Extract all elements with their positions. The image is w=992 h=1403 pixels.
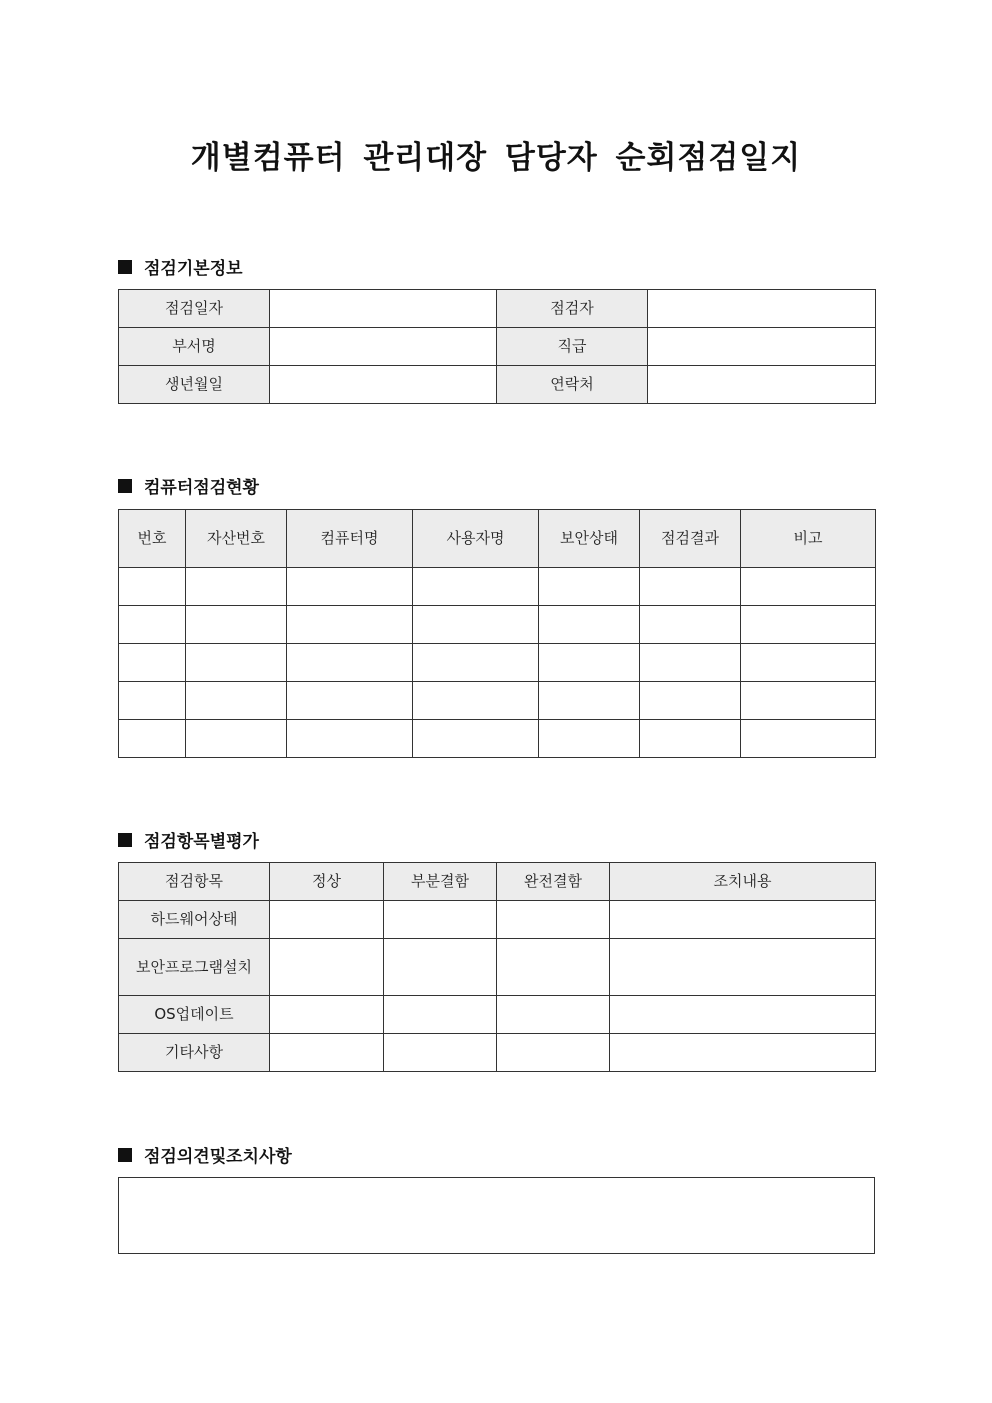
- section-evaluation-label: 점검항목별평가: [144, 832, 259, 852]
- table-cell[interactable]: [539, 720, 640, 758]
- table-cell[interactable]: [539, 568, 640, 606]
- table-cell[interactable]: [640, 682, 741, 720]
- complete-defect-cell[interactable]: [497, 1034, 610, 1072]
- contact-field[interactable]: [648, 366, 876, 404]
- table-cell[interactable]: [741, 682, 876, 720]
- basic-info-row: [119, 328, 876, 366]
- partial-defect-cell[interactable]: [384, 1034, 497, 1072]
- section-status-heading: [118, 473, 259, 498]
- table-cell[interactable]: [119, 644, 186, 682]
- department-field[interactable]: [270, 328, 497, 366]
- table-cell[interactable]: [186, 644, 287, 682]
- col-header-action: 조치내용: [610, 863, 876, 901]
- square-bullet-icon: [118, 260, 132, 274]
- table-cell[interactable]: [186, 682, 287, 720]
- inspection-date-label: 점검일자: [119, 290, 270, 328]
- evaluation-header-row: [119, 863, 876, 901]
- table-cell[interactable]: [539, 644, 640, 682]
- item-other-label: 기타사항: [119, 1034, 270, 1072]
- col-header-number: 번호: [119, 510, 186, 568]
- col-header-item: 점검항목: [119, 863, 270, 901]
- basic-info-row: [119, 366, 876, 404]
- table-cell[interactable]: [186, 720, 287, 758]
- birthdate-field[interactable]: [270, 366, 497, 404]
- table-cell[interactable]: [287, 682, 413, 720]
- table-row: [119, 568, 876, 606]
- inspector-label: 점검자: [497, 290, 648, 328]
- complete-defect-cell[interactable]: [497, 939, 610, 996]
- action-cell[interactable]: [610, 996, 876, 1034]
- square-bullet-icon: [118, 479, 132, 493]
- table-cell[interactable]: [119, 568, 186, 606]
- col-header-remarks: 비고: [741, 510, 876, 568]
- col-header-user-name: 사용자명: [413, 510, 539, 568]
- table-row: [119, 682, 876, 720]
- section-opinion-heading: [118, 1142, 292, 1167]
- table-row: [119, 644, 876, 682]
- table-cell[interactable]: [640, 720, 741, 758]
- section-basic-label: 점검기본정보: [144, 259, 243, 279]
- table-cell[interactable]: [539, 606, 640, 644]
- basic-info-table: [118, 289, 876, 404]
- contact-label: 연락처: [497, 366, 648, 404]
- complete-defect-cell[interactable]: [497, 901, 610, 939]
- position-label: 직급: [497, 328, 648, 366]
- table-cell[interactable]: [413, 644, 539, 682]
- section-status-label: 컴퓨터점검현황: [144, 478, 259, 498]
- table-cell[interactable]: [741, 644, 876, 682]
- table-cell[interactable]: [287, 644, 413, 682]
- table-cell[interactable]: [741, 606, 876, 644]
- square-bullet-icon: [118, 833, 132, 847]
- table-cell[interactable]: [413, 682, 539, 720]
- table-row: [119, 720, 876, 758]
- evaluation-table: [118, 862, 876, 1072]
- table-cell[interactable]: [640, 568, 741, 606]
- table-cell[interactable]: [640, 606, 741, 644]
- computer-status-table: [118, 509, 876, 758]
- action-cell[interactable]: [610, 1034, 876, 1072]
- table-cell[interactable]: [287, 720, 413, 758]
- department-label: 부서명: [119, 328, 270, 366]
- table-cell[interactable]: [640, 644, 741, 682]
- inspection-date-field[interactable]: [270, 290, 497, 328]
- col-header-complete-defect: 완전결함: [497, 863, 610, 901]
- table-cell[interactable]: [413, 568, 539, 606]
- section-opinion-label: 점검의견및조치사항: [144, 1147, 292, 1167]
- col-header-partial-defect: 부분결함: [384, 863, 497, 901]
- table-row: [119, 606, 876, 644]
- item-security-program-label: 보안프로그램설치: [119, 939, 270, 996]
- opinion-text-box[interactable]: [118, 1177, 875, 1254]
- normal-cell[interactable]: [270, 901, 384, 939]
- col-header-asset-number: 자산번호: [186, 510, 287, 568]
- partial-defect-cell[interactable]: [384, 901, 497, 939]
- section-evaluation-heading: [118, 827, 259, 852]
- col-header-security-status: 보안상태: [539, 510, 640, 568]
- item-os-update-label: OS업데이트: [119, 996, 270, 1034]
- table-cell[interactable]: [119, 682, 186, 720]
- action-cell[interactable]: [610, 901, 876, 939]
- table-cell[interactable]: [741, 568, 876, 606]
- table-row: [119, 996, 876, 1034]
- status-header-row: [119, 510, 876, 568]
- table-cell[interactable]: [741, 720, 876, 758]
- table-cell[interactable]: [119, 720, 186, 758]
- page-title: 개별컴퓨터 관리대장 담당자 순회점검일지: [190, 140, 802, 176]
- item-hardware-label: 하드웨어상태: [119, 901, 270, 939]
- table-row: [119, 901, 876, 939]
- table-cell[interactable]: [539, 682, 640, 720]
- complete-defect-cell[interactable]: [497, 996, 610, 1034]
- table-row: [119, 1034, 876, 1072]
- table-row: [119, 939, 876, 996]
- col-header-computer-name: 컴퓨터명: [287, 510, 413, 568]
- birthdate-label: 생년월일: [119, 366, 270, 404]
- table-cell[interactable]: [413, 720, 539, 758]
- action-cell[interactable]: [610, 939, 876, 996]
- table-cell[interactable]: [413, 606, 539, 644]
- section-basic-heading: [118, 254, 243, 279]
- normal-cell[interactable]: [270, 996, 384, 1034]
- table-cell[interactable]: [287, 606, 413, 644]
- table-cell[interactable]: [287, 568, 413, 606]
- square-bullet-icon: [118, 1148, 132, 1162]
- normal-cell[interactable]: [270, 1034, 384, 1072]
- inspector-field[interactable]: [648, 290, 876, 328]
- table-cell[interactable]: [119, 606, 186, 644]
- basic-info-row: [119, 290, 876, 328]
- col-header-normal: 정상: [270, 863, 384, 901]
- table-cell[interactable]: [186, 568, 287, 606]
- col-header-inspection-result: 점검결과: [640, 510, 741, 568]
- normal-cell[interactable]: [270, 939, 384, 996]
- partial-defect-cell[interactable]: [384, 996, 497, 1034]
- table-cell[interactable]: [186, 606, 287, 644]
- position-field[interactable]: [648, 328, 876, 366]
- partial-defect-cell[interactable]: [384, 939, 497, 996]
